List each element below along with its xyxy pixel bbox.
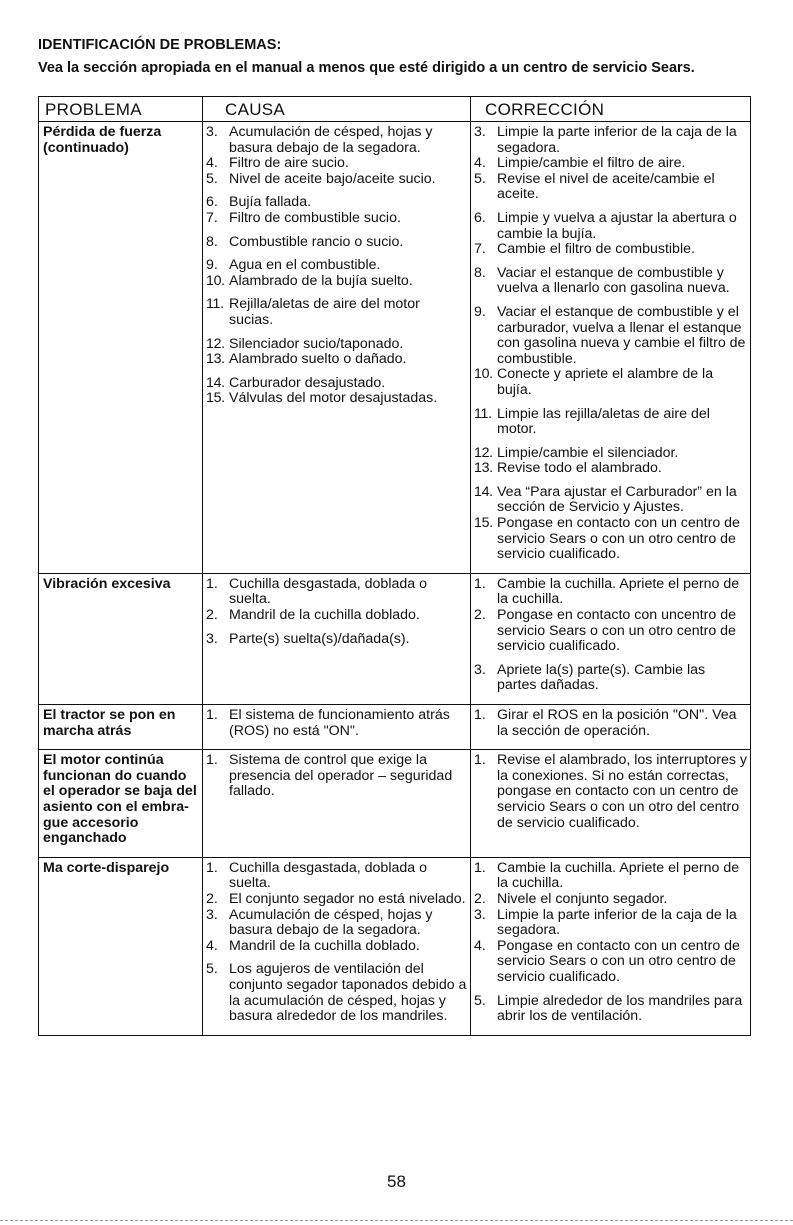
table-row [39,705,751,750]
correction-item [474,305,747,367]
cause-item [206,708,467,739]
correction-text: Limpie las rejilla/aletas de aire del motor. [497,405,710,438]
table-body [39,122,751,1036]
bottom-divider [0,1220,793,1222]
cause-number: 1. [206,707,218,723]
cause-text: Los agujeros de ventilación del conjunto segador taponados debido a la acumulación de césped, hojas y basura alrededor de los mandriles. [229,961,467,1025]
correction-text: Limpie y vuelva a ajustar la abertura o cambie la bujía. [497,209,737,242]
correction-number: 6. [474,209,486,226]
cause-number: 1. [206,752,218,769]
correction-number: 7. [474,241,486,258]
correction-number: 13. [474,460,493,477]
correction-text: Limpie/cambie el silenciador. [497,444,679,461]
correction-text: Revise el alambrado, los interruptores y la conexiones. Si no están correctas, pongase en contacto con un centro de servicio Sears o con un otro del centro de servicio cualificado. [497,752,747,831]
correction-number: 2. [474,890,486,907]
cause-text: Cuchilla desgastada, doblada o suelta. [229,575,427,608]
cause-number: 10. [206,272,225,289]
correction-text: Vaciar el estanque de combustible y el carburador, vuelva a llenar el estanque con gasolina nueva y cambie el filtro de combustible. [497,303,746,367]
correction-text: Girar el ROS en la posición "ON". Vea la sección de operación. [497,707,737,739]
cause-text: Acumulación de césped, hojas y basura debajo de la segadora. [229,124,433,156]
cause-item [206,892,467,908]
cause-item [206,577,467,608]
cause-item [206,376,467,392]
correction-item [474,908,747,939]
cause-text: Mandril de la cuchilla doblado. [229,937,420,954]
correction-item [474,461,747,477]
cause-number: 2. [206,607,218,624]
cause-text: Sistema de control que exige la presencia del operador – seguridad fallado. [229,752,453,800]
cause-cell [203,573,471,704]
correction-text: Limpie la parte inferior de la caja de la segadora. [497,124,737,156]
correction-cell [471,705,751,750]
correction-item [474,266,747,297]
correction-number: 10. [474,366,493,383]
column-header-correction: CORRECCIÓN [471,97,751,122]
cause-number: 14. [206,374,225,391]
cause-item [206,172,467,188]
problem-cell: El motor continúa funcionan do cuando el operador se baja del asiento con el embra-gue accesorio enganchado [39,750,203,858]
correction-number: 4. [474,937,486,954]
correction-number: 12. [474,444,493,461]
correction-item [474,663,747,694]
correction-text: Apriete la(s) parte(s). Cambie las partes dañadas. [497,661,706,694]
correction-item [474,156,747,172]
correction-item [474,446,747,462]
correction-cell [471,750,751,858]
table-row [39,857,751,1035]
cause-item [206,908,467,939]
cause-text: Filtro de aire sucio. [229,155,349,172]
table-row [39,122,751,574]
cause-item [206,753,467,800]
cause-cell [203,122,471,574]
cause-text: Silenciador sucio/taponado. [229,335,404,352]
cause-item [206,274,467,290]
column-header-problem: PROBLEMA [39,97,203,122]
page-heading [38,36,758,77]
correction-number: 1. [474,752,486,769]
cause-number: 4. [206,937,218,954]
cause-number: 2. [206,890,218,907]
cause-item [206,211,467,227]
correction-item [474,516,747,563]
correction-item [474,939,747,986]
correction-text: Limpie la parte inferior de la caja de la segadora. [497,906,737,939]
cause-item [206,391,467,407]
correction-number: 1. [474,707,486,723]
cause-item [206,297,467,328]
cause-item [206,258,467,274]
correction-number: 1. [474,575,486,592]
cause-text: Válvulas del motor desajustadas. [229,390,438,407]
cause-number: 5. [206,961,218,978]
column-header-cause: CAUSA [203,97,471,122]
correction-item [474,892,747,908]
correction-item [474,753,747,831]
cause-number: 3. [206,630,218,647]
correction-text: Revise todo el alambrado. [497,460,662,477]
cause-number: 6. [206,194,218,211]
correction-text: Limpie alrededor de los mandriles para abrir los de ventilación. [497,992,743,1025]
correction-number: 15. [474,515,493,532]
cause-item [206,156,467,172]
cause-text: Parte(s) suelta(s)/dañada(s). [229,630,410,647]
page-number: 58 [387,1172,406,1191]
correction-item [474,708,747,739]
cause-number: 11. [206,296,224,313]
problem-cell: Pérdida de fuerza (continuado) [39,122,203,574]
correction-number: 3. [474,124,486,140]
cause-number: 15. [206,390,225,407]
cause-number: 3. [206,124,218,140]
correction-cell [471,122,751,574]
correction-item [474,608,747,655]
cause-item [206,632,467,648]
correction-text: Vea “Para ajustar el Carburador” en la sección de Servicio y Ajustes. [497,483,737,516]
correction-item [474,994,747,1025]
correction-item [474,367,747,398]
cause-number: 3. [206,906,218,923]
table-row [39,750,751,858]
cause-cell [203,705,471,750]
cause-text: Bujía fallada. [229,194,312,211]
correction-text: Pongase en contacto con uncentro de servicio Sears o con un otro centro de servicio cualificado. [497,607,736,655]
section-title: IDENTIFICACIÓN DE PROBLEMAS: [38,37,282,53]
correction-text: Pongase en contacto con un centro de servicio Sears o con un otro centro de servicio cualificado. [497,515,740,563]
cause-text: Rejilla/aletas de aire del motor sucias. [229,296,420,328]
correction-item [474,577,747,608]
cause-number: 1. [206,859,218,876]
cause-item [206,962,467,1024]
cause-number: 7. [206,209,218,226]
correction-text: Pongase en contacto con un centro de servicio Sears o con un otro centro de servicio cualificado. [497,937,740,985]
cause-item [206,125,467,156]
cause-item [206,337,467,353]
correction-text: Cambie la cuchilla. Apriete el perno de la cuchilla. [497,575,740,608]
correction-number: 9. [474,303,486,320]
problem-cell: El tractor se pon en marcha atrás [39,705,203,750]
cause-item [206,939,467,955]
cause-text: Cuchilla desgastada, doblada o suelta. [229,859,427,892]
table-row [39,573,751,704]
cause-text: Filtro de combustible sucio. [229,209,401,226]
cause-item [206,352,467,368]
correction-item [474,211,747,242]
cause-number: 12. [206,335,225,352]
cause-number: 8. [206,233,218,250]
table-header-row [39,97,751,122]
correction-text: Conecte y apriete el alambre de la bujía. [497,366,714,398]
cause-text: Combustible rancio o sucio. [229,233,404,250]
correction-number: 3. [474,906,486,923]
cause-number: 1. [206,575,218,592]
correction-item [474,861,747,892]
cause-text: Alambrado suelto o dañado. [229,351,407,368]
correction-text: Vaciar el estanque de combustible y vuelva a llenarlo con gasolina nueva. [497,264,730,297]
correction-text: Cambie el filtro de combustible. [497,241,695,258]
cause-text: El sistema de funcionamiento atrás (ROS) no está "ON". [229,707,450,739]
correction-cell [471,857,751,1035]
cause-text: Alambrado de la bujía suelto. [229,272,413,289]
cause-text: El conjunto segador no está nivelado. [229,890,466,907]
cause-text: Carburador desajustado. [229,374,386,391]
correction-number: 14. [474,483,493,500]
correction-number: 5. [474,992,486,1009]
cause-cell [203,750,471,858]
troubleshooting-table [38,96,751,1036]
cause-text: Agua en el combustible. [229,257,381,274]
cause-text: Mandril de la cuchilla doblado. [229,607,420,624]
cause-number: 5. [206,170,218,187]
correction-text: Limpie/cambie el filtro de aire. [497,155,686,172]
correction-number: 1. [474,859,486,876]
cause-number: 4. [206,155,218,172]
correction-item [474,172,747,203]
cause-cell [203,857,471,1035]
correction-cell [471,573,751,704]
cause-number: 9. [206,257,218,274]
correction-item [474,407,747,438]
correction-text: Nivele el conjunto segador. [497,890,668,907]
cause-item [206,861,467,892]
correction-text: Revise el nivel de aceite/cambie el aceite. [497,170,715,203]
correction-text: Cambie la cuchilla. Apriete el perno de la cuchilla. [497,859,740,892]
problem-cell: Vibración excesiva [39,573,203,704]
correction-number: 3. [474,661,486,678]
correction-number: 8. [474,264,486,281]
correction-number: 5. [474,170,486,187]
correction-item [474,125,747,156]
cause-number: 13. [206,351,225,368]
cause-item [206,608,467,624]
section-subtitle: Vea la sección apropiada en el manual a menos que esté dirigido a un centro de servicio Sears. [38,60,695,76]
correction-number: 4. [474,155,486,172]
problem-cell: Ma corte-disparejo [39,857,203,1035]
cause-item [206,195,467,211]
cause-item [206,235,467,251]
correction-item [474,485,747,516]
cause-text: Acumulación de césped, hojas y basura debajo de la segadora. [229,906,433,939]
cause-text: Nivel de aceite bajo/aceite sucio. [229,170,436,187]
correction-item [474,242,747,258]
correction-number: 11. [474,405,492,422]
correction-number: 2. [474,607,486,624]
